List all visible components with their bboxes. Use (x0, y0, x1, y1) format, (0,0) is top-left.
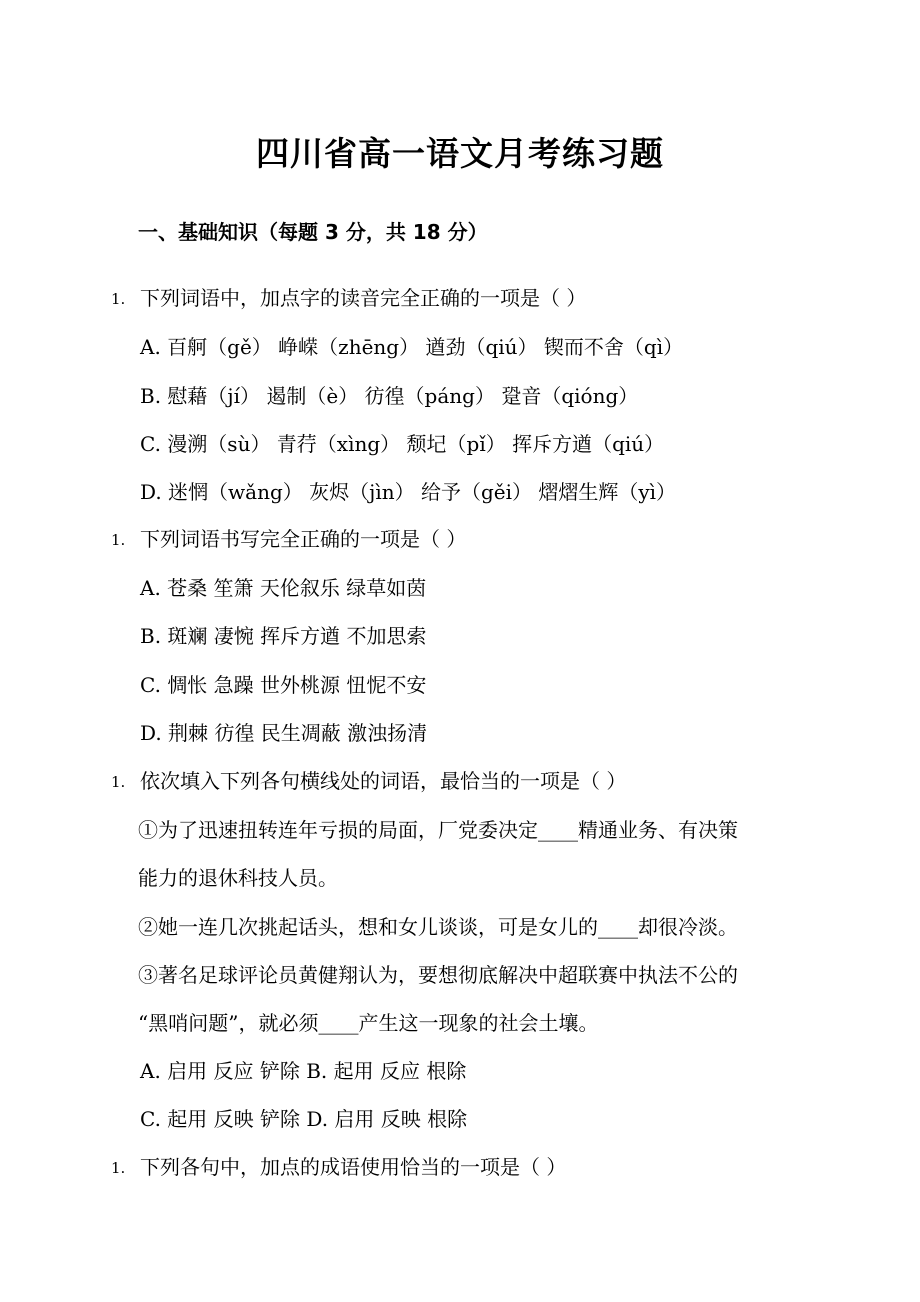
sentence-line: ②她一连几次挑起话头，想和女儿谈谈，可是女儿的____却很冷淡。 (138, 915, 738, 939)
sentence-line: ①为了迅速扭转连年亏损的局面，厂党委决定____精通业务、有决策 (138, 818, 738, 842)
question-number: 1. (111, 290, 126, 308)
question-stem: 下列各句中，加点的成语使用恰当的一项是（ ） (140, 1155, 567, 1179)
option-line: D. 荆棘 彷徨 民生凋蔽 激浊扬清 (140, 721, 428, 745)
option-line: B. 斑斓 凄惋 挥斥方遒 不加思索 (140, 624, 427, 648)
question-stem: 下列词语中，加点字的读音完全正确的一项是（ ） (140, 286, 587, 310)
option-line: D. 迷惘（wǎng） 灰烬（jìn） 给予（gěi） 熠熠生辉（yì） (140, 480, 677, 504)
section-heading: 一、基础知识（每题 3 分，共 18 分） (138, 220, 488, 244)
sentence-line: “黑哨问题”，就必须____产生这一现象的社会土壤。 (138, 1011, 599, 1035)
option-line: B. 慰藉（jí） 遏制（è） 彷徨（páng） 跫音（qióng） (140, 384, 639, 408)
sentence-line: 能力的退休科技人员。 (138, 866, 338, 890)
option-line: C. 漫溯（sù） 青荇（xìng） 颓圮（pǐ） 挥斥方遒（qiú） (140, 432, 665, 456)
question-stem: 下列词语书写完全正确的一项是（ ） (140, 527, 467, 551)
option-line: A. 苍桑 笙箫 天伦叙乐 绿草如茵 (140, 576, 427, 600)
sentence-line: ③著名足球评论员黄健翔认为，要想彻底解决中超联赛中执法不公的 (138, 963, 738, 987)
option-line: A. 启用 反应 铲除 B. 起用 反应 根除 (140, 1059, 467, 1083)
question-stem: 依次填入下列各句横线处的词语，最恰当的一项是（ ） (140, 769, 627, 793)
option-line: A. 百舸（gě） 峥嵘（zhēng） 遒劲（qiú） 锲而不舍（qì） (140, 335, 684, 359)
page-title: 四川省高一语文月考练习题 (256, 134, 664, 173)
option-line: C. 惆怅 急躁 世外桃源 忸怩不安 (140, 673, 427, 697)
option-line: C. 起用 反映 铲除 D. 启用 反映 根除 (140, 1107, 468, 1131)
question-number: 1. (111, 531, 126, 549)
question-number: 1. (111, 1159, 126, 1177)
question-number: 1. (111, 773, 126, 791)
